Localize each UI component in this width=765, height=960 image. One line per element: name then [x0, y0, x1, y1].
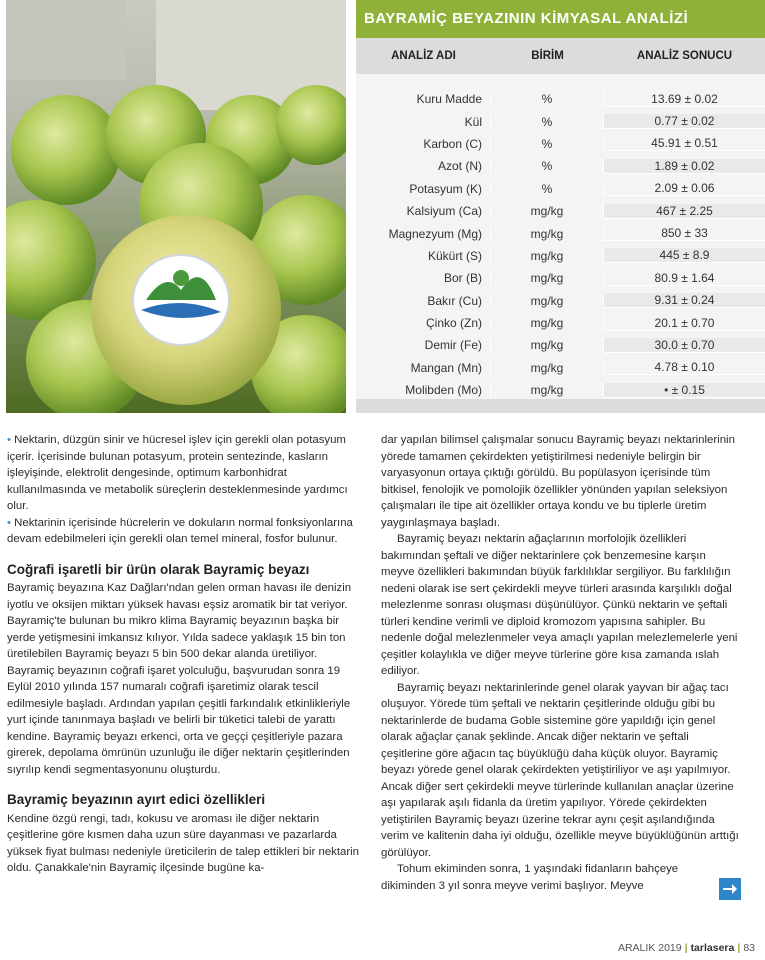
issue-date: ARALIK 2019: [617, 942, 682, 954]
table-row: [356, 178, 765, 200]
table-row: [356, 133, 765, 155]
nectarine-photo: [6, 0, 346, 413]
table-row: [356, 334, 765, 356]
body-paragraph: Bayramiç beyazı nektarin ağaçlarının morfolojik özellikleri bakımından şeftali ve diğer nektarinlere çok benzemesine karşın meyve özellikleri bakımından büyük farklılıklar sergiliyor. Bu farklılığın nedeni olarak ise sert çekirdekli meyve türleri arasında karşılıklı doğal melezlenme sonrası oluşması düşünülüyor. Çünkü nektarin ve şeftali türleri kendine verimli ve diploid kromozom yapısına sahipler. Bu nedenle doğal melezlenmeler veya amaçlı yapılan melezlemelerle yeni çeşitler kolaylıkla ve diğer meyve türlerine göre kısa zamanda ıslah ediliyor.: [381, 533, 738, 677]
table-row: [356, 312, 765, 334]
cell-analysis-name: Kül: [356, 115, 491, 129]
cell-result: 80.9 ± 1.64: [604, 271, 765, 286]
page-number: 83: [743, 942, 755, 954]
cell-result: 4.78 ± 0.10: [604, 360, 765, 375]
cell-unit: mg/kg: [491, 383, 604, 397]
cell-analysis-name: Demir (Fe): [356, 338, 491, 352]
cell-unit: mg/kg: [491, 271, 604, 285]
table-body: [356, 74, 765, 401]
body-paragraph: dar yapılan bilimsel çalışmalar sonucu Bayramiç beyazı nektarinlerinin yörede tamamen çekirdekten yetiştirilmesi nedeniyle belirgin bir varyasyonun ortaya çıktığı görüldü. Bu popülasyon içerisinde tüm bitkisel, fenolojik ve pomolojik özellikler yönünden yapılan seleksiyon çalışmaları ile tipe ait özellikler ortaya kondu ve bu tiplerle üretim yaygınlaşmaya başladı.: [381, 434, 735, 529]
cell-analysis-name: Kükürt (S): [356, 249, 491, 263]
table-title: BAYRAMİÇ BEYAZININ KİMYASAL ANALİZİ: [356, 0, 765, 38]
magazine-brand: tarlasera: [690, 942, 735, 954]
section-heading: Coğrafi işaretli bir ürün olarak Bayramiç beyazı: [7, 561, 310, 577]
page-footer: [618, 942, 755, 954]
cell-result: 445 ± 8.9: [604, 248, 765, 263]
footer-separator: |: [684, 942, 688, 954]
body-paragraph: Bayramiç beyazına Kaz Dağları'ndan gelen orman havası ile denizin iyotlu ve oksijen miktarı yüksek havası eşsiz aromatik bir tat veriyor. Bayramiç'te bulunan bu mikro klima Bayramiç beyazının başka bir yerde yetişmesini imkansız kılıyor. Yılda sadece yaklaşık 15 bin ton üretilebilen Bayramiç beyazı 5 bin 500 dekar alanda üretiliyor. Bayramiç beyazının coğrafi işaret yolculuğu, başvurudan sonra 19 Eylül 2010 yılında 157 numaralı coğrafi işaretimiz olarak tescil edilmesiyle başladı. Ardından yapılan çeşitli farkındalık etkinlikleriyle yurt içinde tanınmaya başladı ve belirli bir tüketici talebi de yarattı kendine. Bayramiç beyazı erkenci, orta ve geççi çeşitleriyle pazara girerek, depolama ömrünün uzunluğu ile diğer nektarin çeşitlerinden sıyrılıp kendi segmentasyonunu oluşturdu.: [7, 582, 352, 776]
cell-result: 30.0 ± 0.70: [604, 338, 765, 353]
table-header-row: [356, 38, 765, 74]
body-paragraph: Bayramiç beyazı nektarinlerinde genel olarak yayvan bir ağaç tacı oluşuyor. Yörede tüm şeftali ve nektarin çeşitlerinde olduğu gibi bu nektarinlerde de budama Goble sistemine göre yapıldığı için genel olarak ağaçlar çanak şeklinde. Ancak diğer nektarin ve şeftali çeşitlerine göre ağacın taç büyüklüğü daha küçük oluyor. Bayramiç beyazı yörede genel olarak çekirdekten yetiştiriliyor ve aşı yapılmıyor. Ancak diğer sert çekirdekli meyve türlerinde kullanılan anaçlar üzerine aşı yapılarak aşılı fidanla da üretim yapılıyor. Yörede çekirdekten yetiştirilen Bayramiç beyazı üzerine tekrar aynı çeşit aşılandığında verim ve kalitenin daha iyi olduğu, özellikle meyve büyüklüğünün arttığı görülüyor.: [381, 681, 739, 859]
cell-result: 467 ± 2.25: [604, 204, 765, 219]
cell-unit: mg/kg: [491, 249, 604, 263]
bullet-paragraph: [7, 432, 362, 515]
cell-unit: mg/kg: [491, 227, 604, 241]
cell-analysis-name: Molibden (Mo): [356, 383, 491, 397]
right-text-column: [381, 432, 739, 894]
section-heading: Bayramiç beyazının ayırt edici özellikleri: [7, 792, 266, 807]
cell-unit: mg/kg: [491, 204, 604, 218]
cell-result: 0.77 ± 0.02: [604, 114, 765, 129]
continue-arrow-icon[interactable]: [719, 878, 741, 900]
cell-analysis-name: Mangan (Mn): [356, 361, 491, 375]
table-row: [356, 200, 765, 222]
table-row: [356, 290, 765, 312]
cell-result: 9.31 ± 0.24: [604, 293, 765, 308]
body-paragraph: Kendine özgü rengi, tadı, kokusu ve aroması ile diğer nektarin çeşitlerine göre kısmen daha uzun süre dayanması ve pazarlarda yüksek fiyat bulması nedeniyle üreticilerin de talep ettikleri bir nektarin oldu. Çanakkale'nin Bayramiç ilçesinde bugüne ka-: [7, 812, 360, 874]
cell-analysis-name: Potasyum (K): [356, 182, 491, 196]
header-analysis-name: ANALİZ ADI: [391, 50, 456, 62]
cell-unit: %: [491, 92, 604, 106]
cell-unit: %: [491, 159, 604, 173]
header-result: ANALİZ SONUCU: [636, 50, 733, 62]
cell-result: • ± 0.15: [604, 383, 765, 398]
cell-analysis-name: Kalsiyum (Ca): [356, 204, 491, 218]
cell-result: 45.91 ± 0.51: [604, 136, 765, 151]
cell-unit: mg/kg: [491, 294, 604, 308]
cell-unit: mg/kg: [491, 316, 604, 330]
cell-unit: %: [491, 137, 604, 151]
bullet-icon: •: [7, 516, 15, 529]
cell-unit: %: [491, 115, 604, 129]
cell-unit: mg/kg: [491, 338, 604, 352]
table-row: [356, 88, 765, 110]
cell-analysis-name: Karbon (C): [356, 137, 491, 151]
cell-result: 2.09 ± 0.06: [604, 181, 765, 196]
cell-result: 850 ± 33: [604, 226, 765, 241]
cell-unit: mg/kg: [491, 361, 604, 375]
table-row: [356, 245, 765, 267]
cell-analysis-name: Çinko (Zn): [356, 316, 491, 330]
analysis-table: [356, 0, 765, 413]
left-text-column: [7, 432, 362, 877]
header-unit: BİRİM: [531, 50, 564, 62]
table-footer-bar: [356, 399, 765, 413]
cell-result: 1.89 ± 0.02: [604, 159, 765, 174]
table-row: [356, 155, 765, 177]
table-row: [356, 110, 765, 132]
table-row: [356, 267, 765, 289]
table-row: [356, 357, 765, 379]
bullet-text: Nektarin, düzgün sinir ve hücresel işlev için gerekli olan potasyum içerir. İçerisinde bulunan potasyum, protein sentezinde, kasların işleyişinde, elektrolit dengesinde, optimum karbonhidrat kullanılmasında ve metabolik süreçlerin desteklenmesinde yardımcı olur.: [7, 434, 348, 512]
cell-result: 13.69 ± 0.02: [604, 92, 765, 107]
cell-analysis-name: Bakır (Cu): [356, 294, 491, 308]
cell-result: 20.1 ± 0.70: [604, 316, 765, 331]
cell-analysis-name: Kuru Madde: [356, 92, 491, 106]
bullet-paragraph: [7, 515, 362, 548]
cell-analysis-name: Azot (N): [356, 159, 491, 173]
table-row: [356, 222, 765, 244]
bullet-icon: •: [7, 434, 15, 446]
cell-analysis-name: Bor (B): [356, 271, 491, 285]
footer-separator: |: [737, 942, 741, 954]
cell-unit: %: [491, 182, 604, 196]
cell-analysis-name: Magnezyum (Mg): [356, 227, 491, 241]
body-paragraph: Tohum ekiminden sonra, 1 yaşındaki fidanların bahçeye dikiminden 3 yıl sonra meyve verimi başlıyor. Meyve: [381, 863, 679, 892]
bullet-text: Nektarinin içerisinde hücrelerin ve dokuların normal fonksiyonlarına devam edebilmeleri için gerekli olan temel mineral, fosfor bulunur.: [7, 516, 353, 545]
